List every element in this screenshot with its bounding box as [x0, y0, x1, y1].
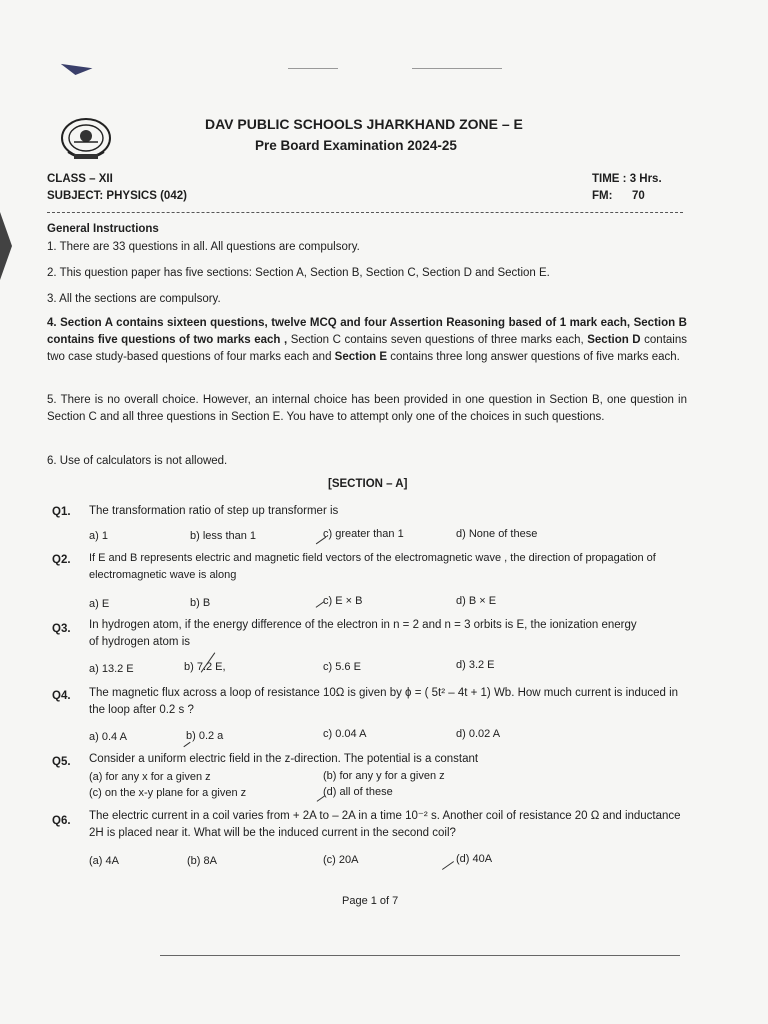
instruction-4 [47, 315, 687, 366]
fm-value: 70 [632, 190, 645, 202]
fm-label: FM: [592, 190, 613, 202]
q4-number: Q4. [52, 690, 71, 702]
section-a-title: [SECTION – A] [328, 478, 408, 490]
school-name: DAV PUBLIC SCHOOLS JHARKHAND ZONE – E [205, 116, 523, 132]
q2-option-d: d) B × E [456, 595, 497, 607]
header-divider [47, 212, 683, 213]
q1-option-b: b) less than 1 [190, 530, 257, 542]
instructions-title: General Instructions [47, 223, 159, 235]
instruction-1: 1. There are 33 questions in all. All questions are compulsory. [47, 241, 360, 253]
instruction-4-sec-d: Section D [587, 334, 641, 346]
q6-option-c: (c) 20A [323, 854, 359, 866]
q3-option-b: b) 7.2 E, [184, 661, 226, 673]
scan-line-top-1 [288, 68, 338, 69]
school-logo [54, 112, 118, 168]
q5-option-a: (a) for any x for a given z [89, 771, 211, 783]
exam-title: Pre Board Examination 2024-25 [255, 138, 457, 153]
q6-number: Q6. [52, 815, 71, 827]
q5-option-d: (d) all of these [323, 786, 393, 798]
q4-option-c: c) 0.04 A [323, 728, 367, 740]
q3-option-a: a) 13.2 E [89, 663, 134, 675]
q1-option-d: d) None of these [456, 528, 538, 540]
q3-option-c: c) 5.6 E [323, 661, 361, 673]
q4-text: The magnetic flux across a loop of resistance 10Ω is given by ϕ = ( 5t² – 4t + 1) Wb. How much current is induced in the loop after 0.2 s ? [89, 687, 679, 716]
scan-edge-left [0, 212, 12, 280]
q4-option-a: a) 0.4 A [89, 731, 127, 743]
subject-label: SUBJECT: PHYSICS (042) [47, 190, 187, 202]
q1-option-a: a) 1 [89, 530, 108, 542]
page-number: Page 1 of 7 [342, 895, 399, 907]
scan-line-top-2 [412, 68, 502, 69]
q5-option-c: (c) on the x-y plane for a given z [89, 787, 247, 799]
instruction-3: 3. All the sections are compulsory. [47, 293, 221, 305]
q6-option-a: (a) 4A [89, 855, 119, 867]
q3-number: Q3. [52, 623, 71, 635]
q1-number: Q1. [52, 506, 71, 518]
instruction-4-lead: 4. Section A contains sixteen questions, twelve MCQ and four Assertion Reasoning based of 1 mark each, Section B contains five questions of two marks each , [47, 317, 687, 346]
q5-number: Q5. [52, 756, 71, 768]
scan-mark-top [60, 64, 93, 77]
instruction-4-e-text: contains three long answer questions of five marks each. [387, 351, 680, 363]
q6-text: The electric current in a coil varies from + 2A to – 2A in a time 10⁻² s. Another coil of resistance 20 Ω and inductance 2H is placed near it. What will be the induced current in the second coil? [89, 810, 681, 839]
q6-option-b: (b) 8A [187, 855, 217, 867]
q2-text: If E and B represents electric and magnetic field vectors of the electromagnetic wave , the direction of propagation of electromagnetic wave is along [89, 552, 656, 581]
q5-text: Consider a uniform electric field in the z-direction. The potential is a constant [89, 753, 479, 765]
q2-option-b: b) B [190, 597, 211, 609]
q4-option-d: d) 0.02 A [456, 728, 501, 740]
q3-option-d: d) 3.2 E [456, 659, 495, 671]
q2-option-c: c) E × B [323, 595, 363, 607]
q4-answer-mark [183, 742, 190, 747]
scan-line-bottom [160, 955, 680, 956]
q4-option-b: b) 0.2 a [186, 730, 224, 742]
q2-number: Q2. [52, 554, 71, 566]
q2-option-a: a) E [89, 598, 110, 610]
instruction-6: 6. Use of calculators is not allowed. [47, 455, 228, 467]
q3-text: In hydrogen atom, if the energy difference of the electron in n = 2 and n = 3 orbits is E, the ionization energy of hydrogen atom is [89, 619, 637, 648]
q5-option-b: (b) for any y for a given z [323, 770, 445, 782]
class-label: CLASS – XII [47, 173, 113, 185]
time-label: TIME : 3 Hrs. [592, 173, 662, 185]
q1-text: The transformation ratio of step up transformer is [89, 505, 339, 517]
instruction-5: 5. There is no overall choice. However, an internal choice has been provided in one question in Section B, one question in Section C and all three questions in Section E. You have to attempt only one of the choices in such questions. [47, 394, 687, 423]
instruction-4-sec-e: Section E [334, 351, 388, 363]
q6-option-d: (d) 40A [456, 853, 493, 865]
instruction-2: 2. This question paper has five sections: Section A, Section B, Section C, Section D and Section E. [47, 267, 550, 279]
q1-option-c: c) greater than 1 [323, 528, 404, 540]
instruction-4-d-text: contains two case study-based questions of four marks each and [47, 334, 687, 363]
instruction-4-mid: Section C contains seven questions of three marks each, [287, 334, 588, 346]
q6-answer-mark [442, 861, 454, 870]
